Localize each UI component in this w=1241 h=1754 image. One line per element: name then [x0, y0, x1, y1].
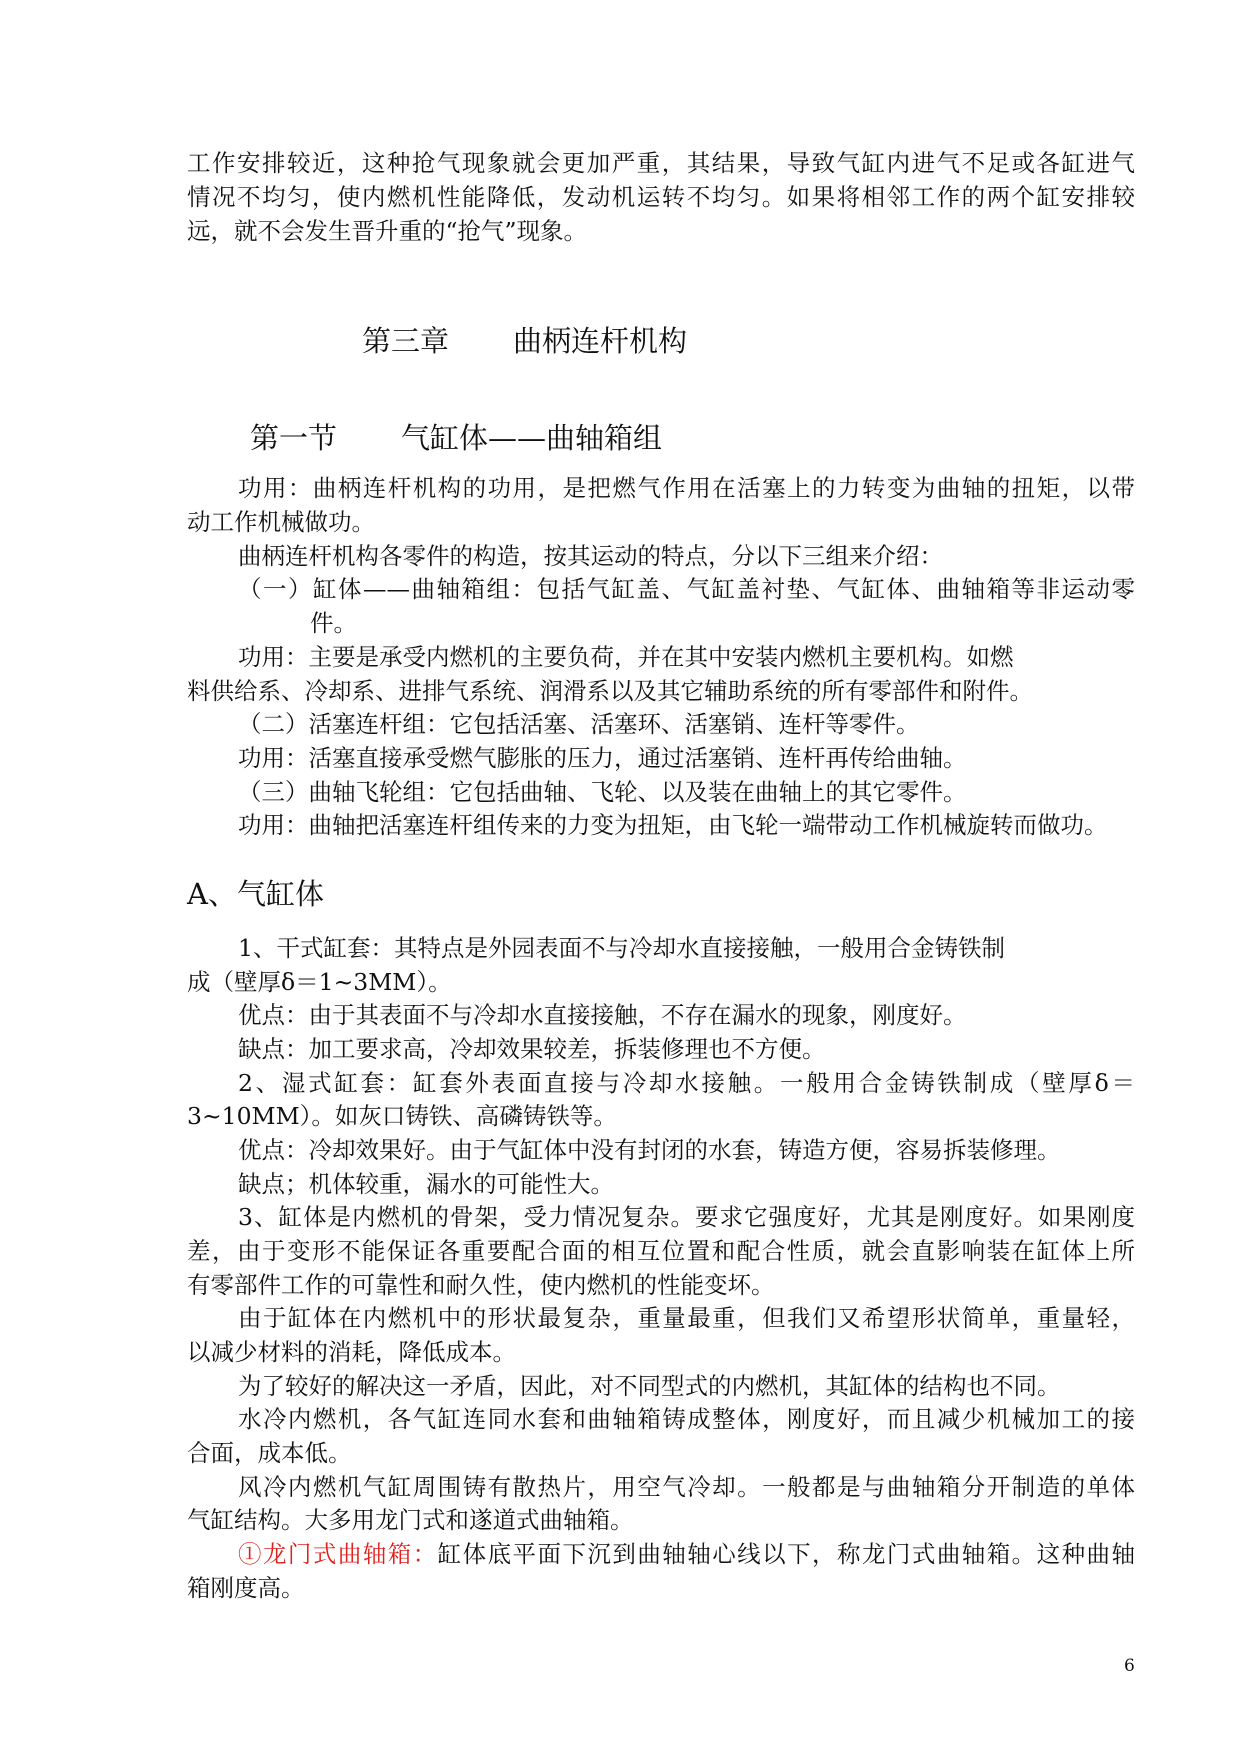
- overview-line-9: 功用：活塞直接承受燃气膨胀的压力，通过活塞销、连杆再传给曲轴。: [238, 744, 967, 772]
- page-number: 6: [1124, 1656, 1135, 1676]
- intro-line-3: 远，就不会发生晋升重的“抢气”现象。: [187, 217, 588, 245]
- overview-line-4: （一）缸体——曲轴箱组：包括气缸盖、气缸盖衬垫、气缸体、曲轴箱等非运动零: [238, 575, 1135, 603]
- body-line-2: 成（壁厚δ＝1~3MM）。: [187, 968, 452, 996]
- section-title: 气缸体——曲轴箱组: [401, 421, 663, 455]
- overview-line-3: 曲柄连杆机构各零件的构造，按其运动的特点，分以下三组来介绍：: [238, 542, 943, 570]
- body-line-7: 优点：冷却效果好。由于气缸体中没有封闭的水套，铸造方便，容易拆装修理。: [238, 1136, 1061, 1164]
- body-line-6: 3~10MM）。如灰口铸铁、高磷铸铁等。: [187, 1102, 617, 1130]
- body-line-1: 1、干式缸套：其特点是外园表面不与冷却水直接接触，一般用合金铸铁制: [238, 934, 1005, 962]
- chapter-heading: [362, 324, 688, 358]
- overview-line-1: 功用：曲柄连杆机构的功用，是把燃气作用在活塞上的力转变为曲轴的扭矩，以带: [238, 474, 1135, 502]
- body-line-13: 以减少材料的消耗，降低成本。: [187, 1338, 516, 1366]
- body-line-5: 2、湿式缸套：缸套外表面直接与冷却水接触。一般用合金铸铁制成（壁厚δ＝: [238, 1069, 1135, 1097]
- body-line-11: 有零部件工作的可靠性和耐久性，使内燃机的性能变坏。: [187, 1271, 775, 1299]
- overview-line-7: 料供给系、冷却系、进排气系统、润滑系以及其它辅助系统的所有零部件和附件。: [187, 677, 1033, 705]
- intro-line-1: 工作安排较近，这种抢气现象就会更加严重，其结果，导致气缸内进气不足或各缸进气: [187, 149, 1135, 177]
- section-number: 第一节: [250, 421, 338, 455]
- body-line-12: 由于缸体在内燃机中的形状最复杂，重量最重，但我们又希望形状简单，重量轻，: [238, 1304, 1135, 1332]
- highlight-continuation: 箱刚度高。: [187, 1574, 305, 1602]
- highlight-text: 缸体底平面下沉到曲轴轴心线以下，称龙门式曲轴箱。这种曲轴: [437, 1540, 1136, 1568]
- highlight-line: [238, 1540, 1136, 1568]
- chapter-number: 第三章: [362, 324, 450, 358]
- overview-line-8: （二）活塞连杆组：它包括活塞、活塞环、活塞销、连杆等零件。: [238, 710, 920, 738]
- body-line-17: 风冷内燃机气缸周围铸有散热片，用空气冷却。一般都是与曲轴箱分开制造的单体: [238, 1473, 1135, 1501]
- body-line-9: 3、缸体是内燃机的骨架，受力情况复杂。要求它强度好，尤其是刚度好。如果刚度: [238, 1203, 1135, 1231]
- body-line-4: 缺点：加工要求高，冷却效果较差，拆装修理也不方便。: [238, 1035, 826, 1063]
- section-heading: [250, 421, 663, 455]
- intro-line-2: 情况不均匀，使内燃机性能降低，发动机运转不均匀。如果将相邻工作的两个缸安排较: [187, 183, 1135, 211]
- body-line-8: 缺点；机体较重，漏水的可能性大。: [238, 1170, 614, 1198]
- body-line-14: 为了较好的解决这一矛盾，因此，对不同型式的内燃机，其缸体的结构也不同。: [238, 1372, 1061, 1400]
- body-line-18: 气缸结构。大多用龙门式和遂道式曲轴箱。: [187, 1506, 634, 1534]
- overview-line-6: 功用：主要是承受内燃机的主要负荷，并在其中安装内燃机主要机构。如燃: [238, 643, 1014, 671]
- body-line-16: 合面，成本低。: [187, 1439, 352, 1467]
- body-line-10: 差，由于变形不能保证各重要配合面的相互位置和配合性质，就会直影响装在缸体上所: [187, 1237, 1135, 1265]
- subheading-cylinder-block: A、气缸体: [187, 877, 324, 911]
- overview-line-11: 功用：曲轴把活塞连杆组传来的力变为扭矩，由飞轮一端带动工作机械旋转而做功。: [238, 811, 1108, 839]
- highlight-label: ①龙门式曲轴箱：: [238, 1540, 438, 1568]
- chapter-title: 曲柄连杆机构: [513, 324, 688, 358]
- overview-line-2: 动工作机械做功。: [187, 508, 375, 536]
- body-line-15: 水冷内燃机，各气缸连同水套和曲轴箱铸成整体，刚度好，而且减少机械加工的接: [238, 1405, 1135, 1433]
- overview-line-10: （三）曲轴飞轮组：它包括曲轴、飞轮、以及装在曲轴上的其它零件。: [238, 778, 967, 806]
- body-line-3: 优点：由于其表面不与冷却水直接接触，不存在漏水的现象，刚度好。: [238, 1001, 967, 1029]
- overview-line-5: 件。: [310, 609, 357, 637]
